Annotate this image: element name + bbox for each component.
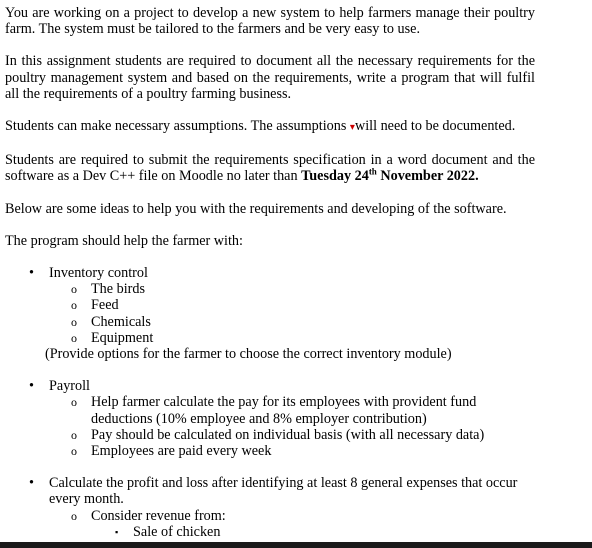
list-item-inventory (5, 265, 535, 281)
list-item-equipment: o Equipment (71, 329, 154, 346)
deadline-superscript: th (368, 166, 377, 177)
list-item-payroll-weekly: o Employees are paid every week (71, 443, 272, 460)
assumptions-text-a: Students can make necessary assumptions. The assumptions (5, 118, 350, 135)
paragraph-assumptions (5, 118, 535, 136)
inventory-note: (Provide options for the farmer to choose the correct inventory module) (45, 346, 452, 363)
list-item-payroll-pf: o Help farmer calculate the pay for its employees with provident fund deductions (10% employee and 8% employer contribution) (71, 394, 477, 427)
circle-bullet-icon: o (71, 330, 77, 345)
list-item-revenue: o Consider revenue from: (71, 507, 226, 524)
list-item-feed: o Feed (71, 297, 119, 314)
paragraph-assignment: In this assignment students are required to document all the necessary requirements for the poultry management system and based on the requirements, write a program that will fulfil all the requirements of a poultry farming business. (5, 53, 535, 102)
red-marker-icon: ▾ (349, 122, 355, 134)
bullet-icon: • (29, 265, 34, 282)
circle-bullet-icon: o (71, 314, 77, 329)
circle-bullet-icon: o (71, 427, 77, 442)
assumptions-text-b: will need to be documented. (354, 118, 516, 135)
list-item-chemicals: o Chemicals (71, 313, 151, 330)
circle-bullet-icon: o (71, 508, 77, 523)
bullet-icon: • (29, 475, 34, 492)
deadline-text: Tuesday 24th November 2022. (301, 166, 479, 185)
circle-bullet-icon: o (71, 395, 77, 410)
paragraph-submission (5, 152, 535, 184)
bullet-icon: • (29, 378, 34, 395)
circle-bullet-icon: o (71, 298, 77, 313)
document-body (5, 5, 535, 540)
list-item-payroll-individual: o Pay should be calculated on individual basis (with all necessary data) (71, 426, 485, 443)
paragraph-ideas: Below are some ideas to help you with the requirements and developing of the software. (5, 200, 507, 217)
list-item-birds: o The birds (71, 281, 145, 298)
bottom-bar (0, 542, 592, 548)
list-item-sale-of-chicken: ▪ Sale of chicken (115, 523, 221, 540)
submission-text: Students are required to submit the requirements specification in a word document and the software as a Dev C++ file on Moodle no later than (5, 152, 535, 185)
profit-loss-label: Calculate the profit and loss after identifying at least 8 general expenses that occur every month. (49, 475, 518, 508)
payroll-label: Payroll (49, 378, 90, 395)
paragraph-program: The program should help the farmer with: (5, 232, 243, 249)
inventory-label: Inventory control (49, 265, 148, 282)
list-item-profit-loss (5, 475, 535, 507)
circle-bullet-icon: o (71, 282, 77, 297)
paragraph-intro: You are working on a project to develop a new system to help farmers manage their poultry farm. The system must be tailored to the farmers and be very easy to use. (5, 5, 535, 38)
list-item-payroll (5, 378, 535, 394)
requirements-list (5, 265, 535, 540)
square-bullet-icon: ▪ (115, 526, 119, 537)
circle-bullet-icon: o (71, 444, 77, 459)
